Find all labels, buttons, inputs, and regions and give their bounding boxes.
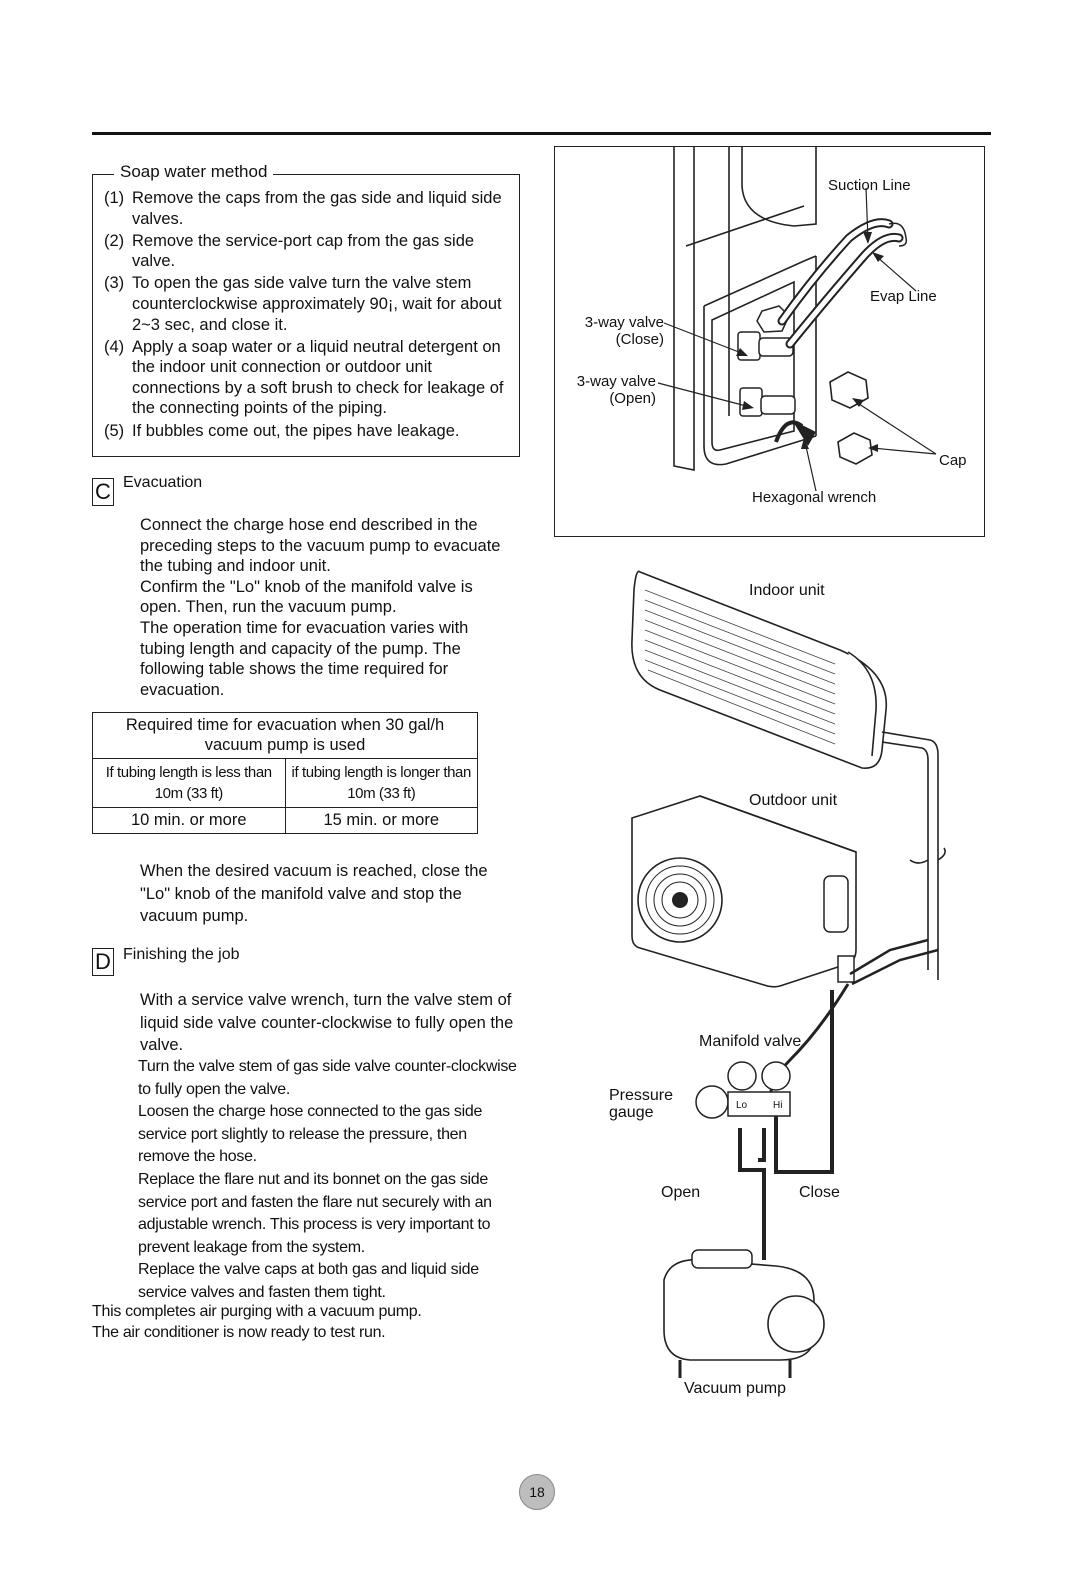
top-rule <box>92 132 991 135</box>
soap-step: (5) If bubbles come out, the pipes have leakage. <box>104 421 460 440</box>
finishing-item: Replace the valve caps at both gas and liquid side service valves and fasten them tight. <box>138 1261 479 1301</box>
section-c-letter: C <box>92 478 114 506</box>
table-value-short: 10 min. or more <box>93 808 286 834</box>
soap-step: (4) Apply a soap water or a liquid neutral detergent on the indoor unit connection or outdoor unit connections by a soft brush to check for leakage of the connecting points of the piping. <box>104 337 504 418</box>
manifold-valve-label: Manifold valve <box>699 1033 802 1050</box>
section-d-letter: D <box>92 948 114 976</box>
soap-water-title: Soap water method <box>114 162 273 182</box>
soap-step: (3) To open the gas side valve turn the valve stem counterclockwise approximately 90¡, wait for about 2~3 sec, and close it. <box>104 274 502 334</box>
finishing-title: Finishing the job <box>123 946 240 963</box>
closing-text: This completes air purging with a vacuum pump. The air conditioner is now ready to test run. <box>92 1303 422 1341</box>
evap-line-label: Evap Line <box>870 288 937 305</box>
finishing-items <box>138 1056 522 1305</box>
evacuation-title: Evacuation <box>123 474 203 491</box>
evacuation-after-text: When the desired vacuum is reached, close the "Lo" knob of the manifold valve and stop the vacuum pump. <box>140 862 488 926</box>
soap-step: (2) Remove the service-port cap from the gas side valve. <box>104 231 475 271</box>
valve-close-label: 3-way valve (Close) <box>584 314 664 348</box>
finishing-lead: With a service valve wrench, turn the valve stem of liquid side valve counter-clockwise to fully open the valve. <box>140 991 514 1055</box>
outdoor-unit-label: Outdoor unit <box>749 792 838 809</box>
finishing-item: Loosen the charge hose connected to the gas side service port slightly to release the pressure, then remove the hose. <box>138 1103 483 1166</box>
table-header-short: If tubing length is less than 10m (33 ft) <box>93 759 286 808</box>
pressure-gauge-label: Pressure gauge <box>609 1087 674 1121</box>
hexagonal-wrench-label: Hexagonal wrench <box>752 489 877 506</box>
hi-knob-label: Hi <box>773 1100 783 1111</box>
open-label: Open <box>661 1184 701 1201</box>
evacuation-time-table <box>92 712 478 834</box>
page-number: 18 <box>519 1474 555 1510</box>
cap-label: Cap <box>939 452 967 469</box>
table-caption: Required time for evacuation when 30 gal/h vacuum pump is used <box>93 713 478 759</box>
soap-steps-list <box>104 188 516 443</box>
system-diagram <box>600 560 960 1410</box>
table-value-long: 15 min. or more <box>285 808 478 834</box>
finishing-item: Turn the valve stem of gas side valve counter-clockwise to fully open the valve. <box>138 1058 517 1098</box>
suction-line-label: Suction Line <box>828 177 911 194</box>
valve-open-label: 3-way valve (Open) <box>576 373 656 407</box>
close-label: Close <box>799 1184 840 1201</box>
soap-step: (1) Remove the caps from the gas side and liquid side valves. <box>104 189 502 228</box>
finishing-item: Replace the flare nut and its bonnet on the gas side service port and fasten the flare nut securely with an adjustable wrench. This process is very important to prevent leakage from the system. <box>138 1170 492 1256</box>
vacuum-pump-label: Vacuum pump <box>684 1380 786 1397</box>
table-header-long: if tubing length is longer than 10m (33 ft) <box>285 759 478 808</box>
lo-knob-label: Lo <box>736 1100 748 1111</box>
indoor-unit-label: Indoor unit <box>749 582 825 599</box>
evacuation-text: Connect the charge hose end described in the preceding steps to the vacuum pump to evacuate the tubing and indoor unit. Confirm the "Lo" knob of the manifold valve is open. Then, run the vacuum pump. The operation time for evacuation varies with tubing length and capacity of the pump. The following table shows the time required for evacuation. <box>140 516 501 699</box>
